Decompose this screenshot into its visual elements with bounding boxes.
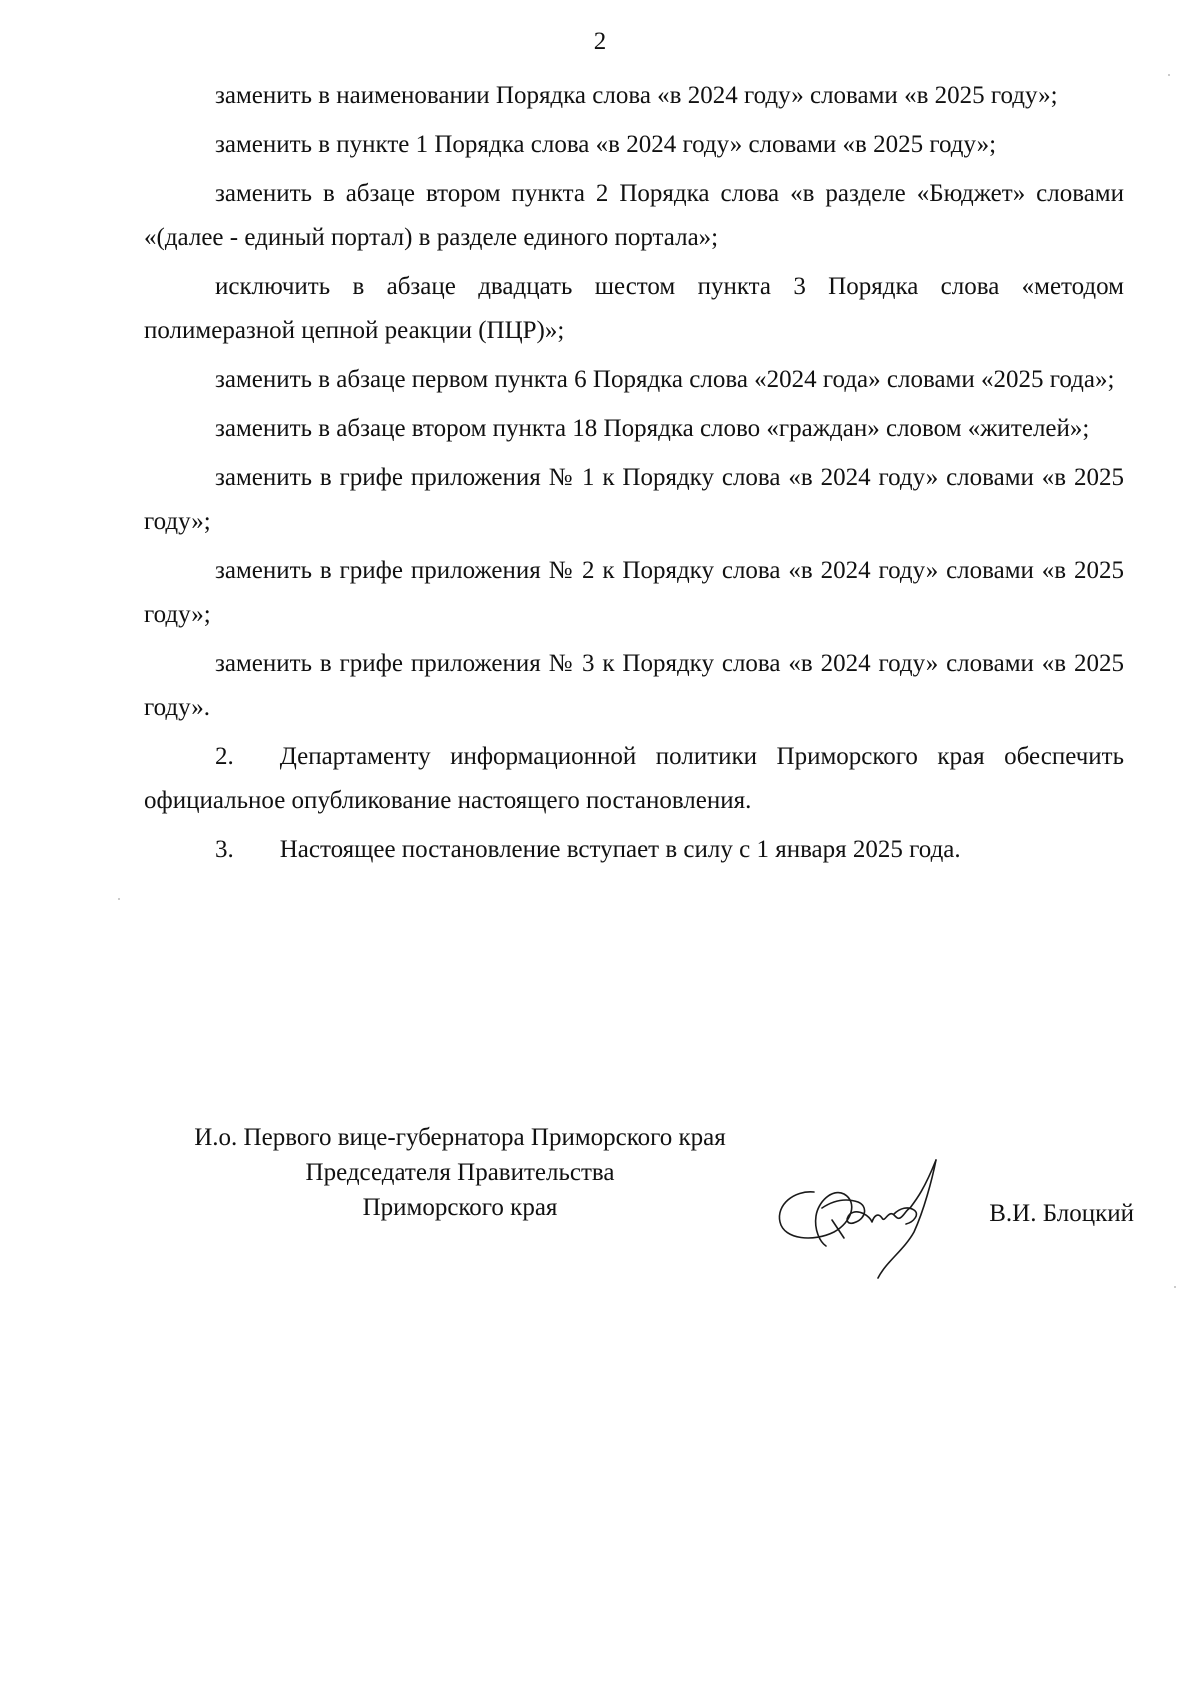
scan-speck — [1168, 74, 1170, 76]
paragraph-2: заменить в пункте 1 Порядка слова «в 2024 году» словами «в 2025 году»; — [215, 131, 997, 158]
handwritten-signature — [774, 1150, 954, 1280]
scan-speck — [118, 898, 120, 900]
scan-speck — [1174, 1286, 1176, 1288]
paragraph-5: заменить в абзаце первом пункта 6 Порядка слова «2024 года» словами «2025 года»; — [215, 366, 1115, 393]
signatory-position-line-1: И.о. Первого вице-губернатора Приморского края — [194, 1124, 726, 1151]
document-body — [144, 74, 1124, 877]
paragraph-8: заменить в грифе приложения № 2 к Порядку слова «в 2024 году» словами «в 2025 году»; — [144, 557, 1124, 628]
signatory-position-line-2: Председателя Правительства — [305, 1159, 615, 1186]
page-number: 2 — [593, 28, 607, 55]
signatory-position-line-3: Приморского края — [362, 1194, 558, 1221]
paragraph-4: исключить в абзаце двадцать шестом пункта 3 Порядка слова «методом полимеразной цепной реакции (ПЦР)»; — [144, 273, 1124, 344]
numbered-item-2-number: 2. — [215, 743, 234, 770]
signature-block — [144, 1120, 1134, 1300]
numbered-item-2-text: Департаменту информационной политики Приморского края обеспечить официальное опубликование настоящего постановления. — [144, 743, 1124, 814]
numbered-item-3-text: Настоящее постановление вступает в силу с 1 января 2025 года. — [279, 836, 961, 863]
paragraph-3: заменить в абзаце втором пункта 2 Порядка слова «в разделе «Бюджет» словами «(далее - единый портал) в разделе единого портала»; — [144, 180, 1124, 251]
paragraph-9: заменить в грифе приложения № 3 к Порядку слова «в 2024 году» словами «в 2025 году». — [144, 650, 1124, 721]
paragraph-6: заменить в абзаце втором пункта 18 Порядка слово «граждан» словом «жителей»; — [215, 415, 1090, 442]
paragraph-1: заменить в наименовании Порядка слова «в 2024 году» словами «в 2025 году»; — [215, 82, 1058, 109]
numbered-item-2 — [144, 735, 1124, 823]
numbered-item-3-number: 3. — [215, 836, 234, 863]
paragraph-7: заменить в грифе приложения № 1 к Порядку слова «в 2024 году» словами «в 2025 году»; — [144, 464, 1124, 535]
signer-name: В.И. Блоцкий — [989, 1200, 1134, 1227]
numbered-item-3 — [144, 828, 1124, 872]
signatory-position — [160, 1120, 760, 1225]
